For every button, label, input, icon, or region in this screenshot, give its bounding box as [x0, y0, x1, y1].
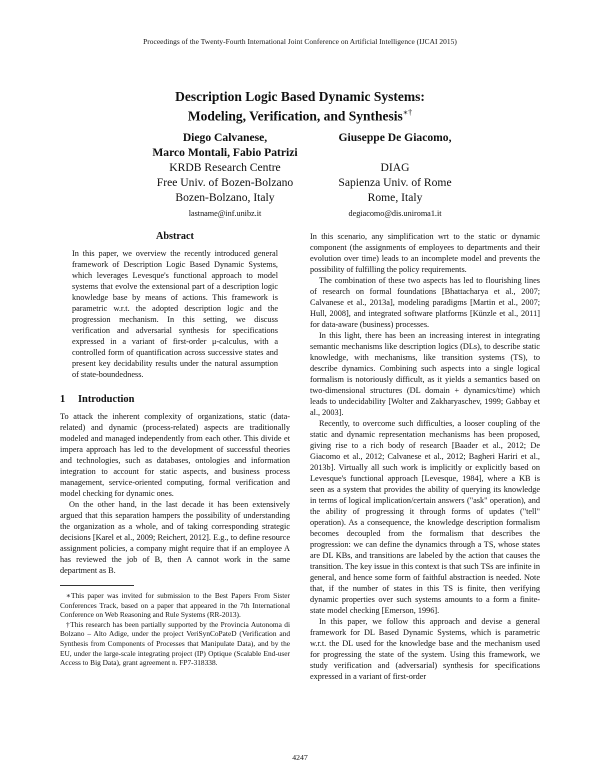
body-paragraph: In this scenario, any simplification wrt to the static or dynamic component (the assignments of employees to departments and their evolution over time) leads to an incomplete model and prevents the possibility of fulfilling the policy requirements.: [310, 232, 540, 274]
left-column: [60, 231, 290, 668]
abstract-text: In this paper, we overview the recently introduced general framework of Description Logic Based Dynamic Systems, which leverages Levesque's functional approach to model systems that evolve the extensional part of a description logic knowledge base by means of actions. This framework is parametric w.r.t. the adopted description logic and the progression mechanism. In this setting, we discuss verification and adversarial synthesis for specifications expressed in a variant of first-order μ-calculus, with a controlled form of quantification across successive states and present key decidability results under the natural assumption of state-boundedness.: [72, 249, 278, 379]
body-paragraph: In this paper, we follow this approach and devise a general framework for DL Based Dynamic Systems, which is parametric w.r.t. the DL used for the knowledge base and the mechanism used for progressing the state of the system. Using this framework, we study verification and (adversarial) synthesis for specifications expressed in a variant of first-order: [310, 617, 540, 681]
title-line-1: Description Logic Based Dynamic Systems:: [175, 89, 425, 104]
body-paragraph: Recently, to overcome such difficulties, a looser coupling of the static and dynamic representation mechanisms has been proposed, giving rise to a rich body of research [Baader et al., 2012; De Giacomo et al., 2012; Calvanese et al., 2012; Bagheri Hariri et al., 2013b]. Virtually all such work is implicitly or explicitly based on Levesque's functional approach [Levesque, 1984], where a KB is seen as a system that provides the ability of querying its knowledge in terms of logical implication/certain answers ("ask" operation), and the ability of progressing it through forms of updates ("tell" operation). As a consequence, the knowledge description formalism becomes decoupled from the formalism that describes the progression: we can define the dynamics through a TS, whose states are DL KBs, and transitions are labeled by the action that causes the transition. The key issue in this context is that such TSs are infinite in general, and hence some form of faithful abstraction is needed. Note that, if the number of states in this TS is finite, then verifying dynamic properties over such systems amounts to a form a finite-state model checking [Emerson, 1996].: [310, 419, 540, 615]
paper-title: [0, 89, 600, 125]
right-column: [310, 231, 540, 682]
affiliation-line: Sapienza Univ. of Rome: [338, 176, 452, 189]
abstract-heading: Abstract: [156, 231, 194, 242]
intro-paragraph-1: To attack the inherent complexity of organizations, static (data-related) and dynamic (process-related) aspects are traditionally modeled and managed independently from each other. This divide et impera approach has led to the development of successful theories and technologies, such as databases, ontologies and information integration to account for static aspects, and business process management, service-oriented computing, formal verification and model checking for dynamic ones.: [60, 412, 290, 498]
body-paragraph: The combination of these two aspects has led to flourishing lines of research on formal foundations [Bhattacharya et al., 2007; Calvanese et al., 2013a], modeling paradigms [Martin et al., 2007; Hull, 2008], and integrated software platforms [Künzle et al., 2011] for data-aware (business) processes.: [310, 276, 540, 329]
affiliation-line: Bozen-Bolzano, Italy: [175, 191, 275, 204]
affiliation-line: Rome, Italy: [367, 191, 423, 204]
footnote-1: ∗This paper was invited for submission to the Best Papers From Sister Conferences Track, based on a paper that appeared in the 7th International Conference on Web Reasoning and Rule Systems (RR-2013).: [60, 591, 290, 620]
page-number: 4247: [292, 753, 308, 762]
affiliation-line: KRDB Research Centre: [169, 161, 281, 174]
proceedings-header: Proceedings of the Twenty-Fourth International Joint Conference on Artificial Intelligence (IJCAI 2015): [143, 37, 457, 46]
footnotes: [60, 591, 290, 668]
author-email[interactable]: lastname@inf.unibz.it: [188, 209, 262, 218]
title-line-2: [0, 105, 600, 125]
title-line-2-text: Modeling, Verification, and Synthesis: [187, 108, 403, 124]
author-names-1: Giuseppe De Giacomo,: [338, 131, 452, 144]
author-names-1: Diego Calvanese,: [182, 131, 268, 144]
section-heading-introduction: [60, 394, 290, 405]
author-email[interactable]: degiacomo@dis.uniroma1.it: [348, 209, 442, 218]
author-column-left: [140, 130, 310, 221]
title-footnote-marks: ∗†: [402, 108, 413, 117]
footnote-2: †This research has been partially supported by the Provincia Autonoma di Bolzano – Alto Adige, under the project VeriSynCoPateD (Verification and Synthesis from Components of Processes that Manipulate Data), and by the EU, under the large-scale integrating project (IP) Optique (Scalable End-user Access to Big Data), grant agreement n. FP7-318338.: [60, 619, 290, 668]
affiliation-line: DIAG: [380, 161, 410, 174]
body-paragraph: In this light, there has been an increasing interest in integrating semantic mechanisms like description logics (DLs), to describe static knowledge, with mechanisms, like transition systems (TS), to describe dynamics. Combining such aspects into a single logical formalism is notoriously difficult, as it yields a semantics based on two-dimensional structures (DL domain + dynamics/time) which leads to undecidability [Wolter and Zakharyaschev, 1999; Gabbay et al., 2003].: [310, 331, 540, 417]
section-title: Introduction: [78, 394, 135, 405]
footnote-rule: [60, 585, 134, 586]
affiliation-line: Free Univ. of Bozen-Bolzano: [156, 176, 294, 189]
author-column-right: [320, 130, 470, 221]
section-number: 1: [60, 394, 66, 405]
intro-paragraph-2: On the other hand, in the last decade it has been extensively argued that this separation hampers the possibility of understanding the organization as a whole, and of taking corresponding strategic decisions [Karel et al., 2009; Reichert, 2012]. E.g., to define resource assignment policies, a company might require that if an employee A has reviewed the job of B, then A cannot work in the same department as B.: [60, 500, 290, 575]
author-names-2: Marco Montali, Fabio Patrizi: [152, 146, 298, 159]
